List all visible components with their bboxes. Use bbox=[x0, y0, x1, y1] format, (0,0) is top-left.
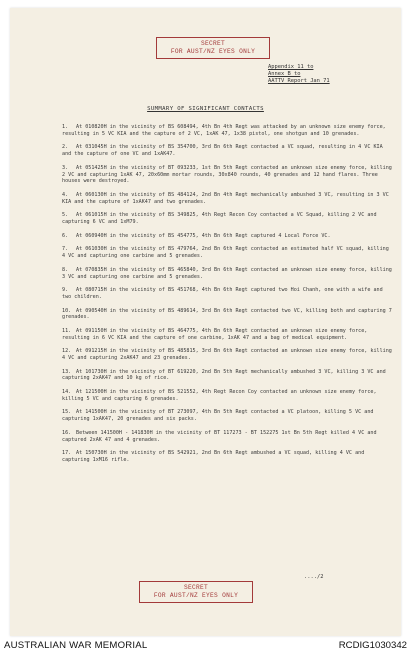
annex-line-report: AATTV Report Jan 71 bbox=[268, 78, 330, 84]
item-number: 16. bbox=[62, 429, 72, 436]
list-item bbox=[62, 307, 395, 322]
list-item bbox=[62, 124, 392, 138]
secret-stamp-top bbox=[156, 37, 270, 59]
list-item bbox=[62, 369, 392, 383]
item-text: At 061030H in the vicinity of BS 479764, 2nd Bn 6th Regt contacted an estimated half VC squad, killing 4 VC and capturing one carbine and 5 grenades. bbox=[62, 246, 392, 260]
page-continuation: ..../2 bbox=[304, 574, 324, 580]
item-number: 17. bbox=[62, 450, 72, 457]
item-number: 6. bbox=[62, 232, 69, 239]
list-item bbox=[62, 192, 392, 206]
stamp-line-secret: SECRET bbox=[183, 584, 209, 591]
item-number: 5. bbox=[62, 212, 69, 219]
document-page bbox=[10, 8, 401, 636]
item-number: 12. bbox=[62, 348, 72, 355]
item-text: At 060940H in the vicinity of BS 454775, 4th Bn 6th Regt captured 4 Local Force VC. bbox=[76, 232, 331, 239]
secret-stamp-bottom bbox=[139, 581, 253, 603]
item-number: 14. bbox=[62, 389, 72, 396]
item-text: At 090540H in the vicinity of BS 489614, 3rd Bn 6th Regt contacted two VC, killing both and capturing 7 grenades. bbox=[62, 307, 395, 321]
stamp-line-eyes-only: FOR AUST/NZ EYES ONLY bbox=[170, 48, 256, 55]
list-item bbox=[62, 144, 392, 158]
item-text: At 091150H in the vicinity of BS 464775, 4th Bn 6th Regt contacted an unknown size enemy force, resulting in 6 VC KIA and the capture of one carbine, 1xAK 47 and a bag of medical equipment. bbox=[62, 327, 371, 341]
list-item bbox=[62, 450, 392, 464]
item-text: At 051425H in the vicinity of BT 093233, 1st Bn 5th Regt contacted an unknown size enemy force, killing 2 VC and capturing 1xAK 47, 20x60mm mortar rounds, 30x840 rounds, 40 grenades and 12 hand flares. Three houses were destroyed. bbox=[62, 164, 395, 185]
annex-line-annex: Annex B to bbox=[268, 71, 301, 77]
item-number: 10. bbox=[62, 307, 72, 314]
list-item bbox=[62, 389, 392, 403]
list-item bbox=[62, 246, 392, 260]
list-item bbox=[62, 348, 395, 362]
annex-reference bbox=[268, 64, 330, 85]
item-text: At 150730H in the vicinity of BS 542921, 2nd Bn 6th Regt ambushed a VC squad, killing 4 VC and capturing 1xM16 rifle. bbox=[62, 450, 368, 464]
item-number: 9. bbox=[62, 287, 69, 294]
archive-name: AUSTRALIAN WAR MEMORIAL bbox=[4, 640, 148, 651]
item-text: At 010820H in the vicinity of BS 608494, 4th Bn 4th Regt was attacked by an unknown size enemy force, resulting in 5 VC KIA and the capture of 2 VC, 1xAK 47, 1x38 pistol, one shotgun and 10 grenades. bbox=[62, 124, 389, 137]
item-text: At 091215H in the vicinity of BS 485815, 3rd Bn 6th Regt contacted an unknown size enemy force, killing 4 VC and capturing 2xAK47 and 23 grenades. bbox=[62, 348, 395, 362]
item-text: At 061015H in the vicinity of BS 349825, 4th Regt Recon Coy contacted a VC Squad, killing 2 VC and capturing 6 VC and 1xM79. bbox=[62, 212, 380, 226]
item-text: At 060130H in the vicinity of BS 484124, 2nd Bn 4th Regt mechanically ambushed 3 VC, resulting in 3 VC KIA and the capture of 1xAK47 and two grenades. bbox=[62, 191, 392, 205]
stamp-line-secret: SECRET bbox=[200, 40, 226, 47]
stamp-line-eyes-only: FOR AUST/NZ EYES ONLY bbox=[153, 592, 239, 599]
item-text: At 080715H in the vicinity of BS 451768, 4th Bn 6th Regt captured two Hoi Chanh, one with a wife and two children. bbox=[62, 287, 386, 300]
item-number: 13. bbox=[62, 368, 72, 375]
list-item bbox=[62, 266, 395, 281]
item-text: Between 141500H - 141830H in the vicinity of BT 117273 - BT 152275 1st Bn 5th Regt killed 4 VC and captured 2xAK 47 and 4 grenades. bbox=[62, 429, 380, 443]
list-item bbox=[62, 164, 395, 185]
item-text: At 101730H in the vicinity of BT 619220, 2nd Bn 5th Regt mechanically ambushed 3 VC, killing 3 VC and capturing 2xAK47 and 10 kg of rice. bbox=[62, 368, 389, 382]
archive-record-id: RCDIG1030342 bbox=[338, 640, 407, 651]
item-text: At 070835H in the vicinity of BS 465840, 3rd Bn 6th Regt contacted an unknown size enemy force, killing 3 VC and capturing one carbine and 5 grenades. bbox=[62, 266, 395, 280]
item-number: 11. bbox=[62, 327, 72, 334]
annex-line-appendix: Appendix 11 to bbox=[268, 64, 314, 70]
list-item bbox=[62, 212, 392, 226]
item-number: 1. bbox=[62, 124, 69, 130]
list-item bbox=[62, 287, 392, 301]
list-item bbox=[62, 233, 392, 240]
item-number: 3. bbox=[62, 164, 69, 171]
list-item bbox=[62, 409, 392, 423]
item-number: 4. bbox=[62, 191, 69, 198]
contacts-list bbox=[62, 124, 395, 471]
list-item bbox=[62, 430, 392, 444]
item-text: At 141500H in the vicinity of BT 273097, 4th Bn 5th Regt contacted a VC platoon, killing 5 VC and capturing 1xAK47, 20 grenades and six packs. bbox=[62, 409, 377, 423]
item-number: 7. bbox=[62, 246, 69, 253]
document-title: SUMMARY OF SIGNIFICANT CONTACTS bbox=[147, 106, 264, 112]
item-number: 2. bbox=[62, 144, 69, 151]
item-number: 8. bbox=[62, 266, 69, 273]
item-text: At 031045H in the vicinity of BS 354700, 3rd Bn 6th Regt contacted a VC squad, resulting in 4 VC KIA and the capture of one VC and 1xAK47. bbox=[62, 144, 386, 158]
item-number: 15. bbox=[62, 409, 72, 416]
list-item bbox=[62, 328, 392, 342]
item-text: At 121500H in the vicinity of BS 521552, 4th Regt Recon Coy contacted an unknown size enemy force, killing 5 VC and capturing 6 grenades. bbox=[62, 389, 380, 402]
